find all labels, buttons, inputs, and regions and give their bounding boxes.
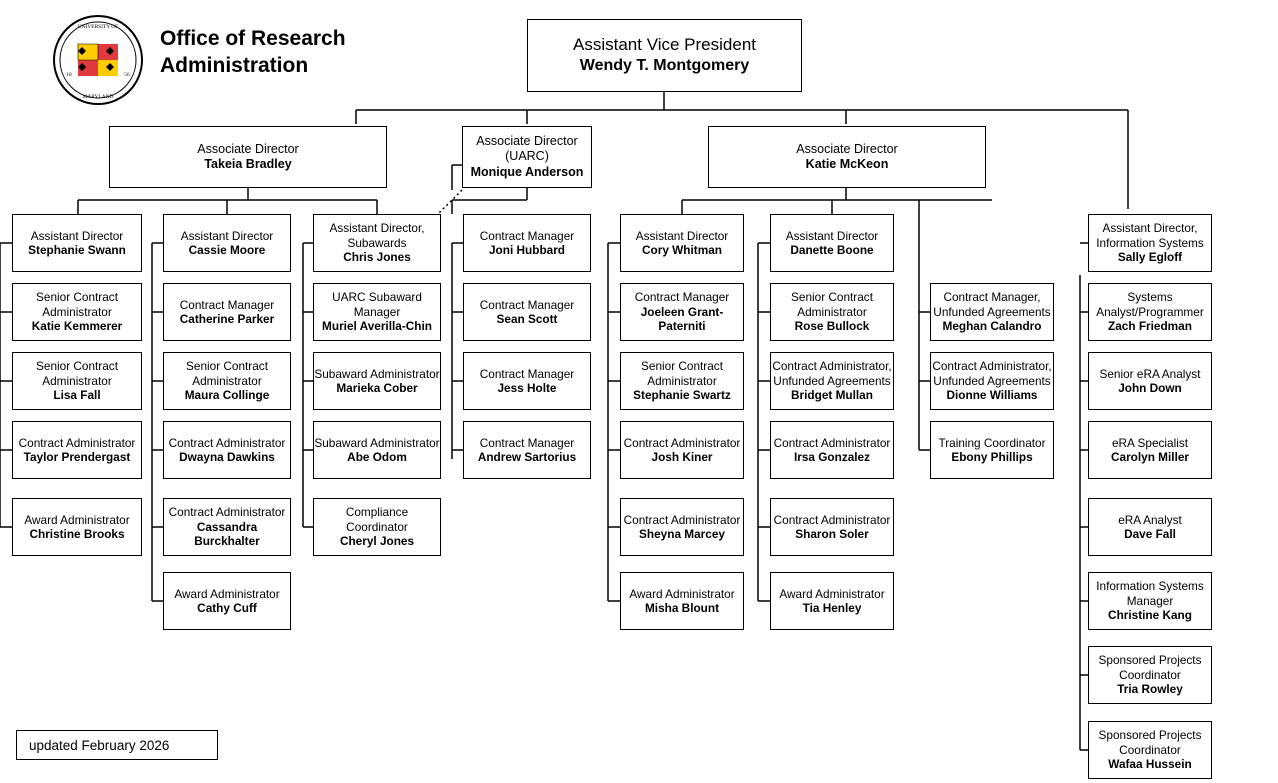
node-name: Katie McKeon: [805, 157, 889, 171]
page-title: [160, 26, 490, 80]
node-title-line-1: Assistant Director,: [329, 221, 425, 236]
node-name: Katie Kemmerer: [31, 319, 123, 334]
node-title-line-1: Senior Contract: [791, 290, 873, 305]
svg-text:56: 56: [124, 72, 130, 78]
node-title-line-2: Information Systems: [1096, 235, 1204, 250]
node-title-line-2: Manager: [353, 304, 401, 319]
node-title-line-2: Unfunded Agreements: [933, 373, 1051, 388]
node-assistant-director-swann[interactable]: [12, 214, 142, 272]
node-contract-manager-hubbard[interactable]: [463, 214, 591, 272]
svg-text:UNIVERSITY OF: UNIVERSITY OF: [77, 24, 119, 30]
node-title-line-2: Analyst/Programmer: [1096, 304, 1204, 319]
node-name: Sharon Soler: [795, 527, 869, 541]
node-name: Tria Rowley: [1117, 682, 1183, 697]
node-title-line-2: (UARC): [505, 149, 549, 164]
node-award-administrator-brooks[interactable]: [12, 498, 142, 556]
node-name: Muriel Averilla-Chin: [322, 319, 432, 334]
node-title: Contract Administrator: [168, 505, 286, 520]
node-era-analyst-fall[interactable]: [1088, 498, 1212, 556]
node-title: Contract Administrator: [623, 435, 741, 450]
node-title-line-1: Information Systems: [1096, 579, 1204, 594]
node-title: Award Administrator: [24, 512, 130, 527]
node-award-administrator-cuff[interactable]: [163, 572, 291, 630]
node-title-line-2: Subawards: [347, 235, 407, 250]
node-name: Christine Kang: [1108, 608, 1192, 623]
node-senior-contract-administrator-fall[interactable]: [12, 352, 142, 410]
node-assistant-director-boone[interactable]: [770, 214, 894, 272]
node-title: Contract Administrator: [18, 435, 136, 450]
node-name: Catherine Parker: [179, 312, 275, 326]
node-award-administrator-blount[interactable]: [620, 572, 744, 630]
node-era-specialist-miller[interactable]: [1088, 421, 1212, 479]
node-contract-manager-grant-paterniti[interactable]: [620, 283, 744, 341]
node-name: Andrew Sartorius: [477, 450, 577, 464]
node-title: Award Administrator: [174, 586, 280, 601]
node-title-line-2: Administrator: [42, 304, 112, 319]
node-name: Cheryl Jones: [339, 534, 415, 549]
node-name: Irsa Gonzalez: [793, 450, 871, 464]
node-associate-director-uarc-anderson[interactable]: [462, 126, 592, 188]
node-title-line-2: Administrator: [192, 373, 262, 388]
node-title: eRA Analyst: [1118, 512, 1182, 527]
node-contract-administrator-prendergast[interactable]: [12, 421, 142, 479]
node-name: Dave Fall: [1124, 527, 1176, 541]
node-senior-contract-administrator-kemmerer[interactable]: [12, 283, 142, 341]
node-sponsored-projects-coordinator-hussein[interactable]: [1088, 721, 1212, 779]
node-contract-manager-sartorius[interactable]: [463, 421, 591, 479]
node-assistant-director-information-systems-egloff[interactable]: [1088, 214, 1212, 272]
node-title-line-2: Coordinator: [1119, 667, 1181, 682]
node-title: Assistant Director: [180, 228, 274, 243]
node-senior-contract-administrator-swartz[interactable]: [620, 352, 744, 410]
node-name: Lisa Fall: [53, 388, 101, 403]
svg-text:18: 18: [66, 72, 72, 78]
node-title: Contract Manager: [479, 228, 575, 243]
node-name: Meghan Calandro: [942, 319, 1042, 334]
node-title: Assistant Director: [30, 228, 124, 243]
node-name: Sally Egloff: [1117, 250, 1183, 265]
node-name: Cory Whitman: [642, 243, 722, 257]
node-title: Assistant Director: [635, 228, 729, 243]
node-title: Training Coordinator: [938, 435, 1046, 450]
node-information-systems-manager-kang[interactable]: [1088, 572, 1212, 630]
node-name: Misha Blount: [644, 601, 720, 615]
node-title-line-2: Unfunded Agreements: [933, 304, 1051, 319]
node-name: Cathy Cuff: [197, 601, 257, 615]
node-title-line-2: Manager: [1126, 593, 1174, 608]
node-contract-manager-holte[interactable]: [463, 352, 591, 410]
node-name: Jess Holte: [497, 381, 557, 395]
page-title-line-1: Office of Research: [160, 27, 346, 50]
node-name: Carolyn Miller: [1110, 450, 1189, 464]
node-title: Subaward Administrator: [314, 366, 440, 381]
node-subaward-administrator-odom[interactable]: [313, 421, 441, 479]
node-title-line-1: UARC Subaward: [332, 290, 422, 305]
node-name: Sean Scott: [496, 312, 558, 326]
node-title: Contract Manager: [179, 297, 275, 312]
node-title-line-2: Coordinator: [1119, 742, 1181, 757]
node-name: Bridget Mullan: [791, 388, 873, 403]
node-name: Josh Kiner: [651, 450, 713, 464]
node-name: Stephanie Swann: [28, 243, 126, 257]
node-name: Dionne Williams: [946, 388, 1038, 403]
university-seal-logo: [52, 14, 144, 106]
node-title: Assistant Vice President: [573, 35, 756, 55]
node-name: Cassandra Burckhalter: [194, 519, 260, 549]
node-title: Assistant Director: [785, 228, 879, 243]
node-title: Contract Administrator: [773, 512, 891, 527]
node-associate-director-bradley[interactable]: [109, 126, 387, 188]
node-title-line-1: Senior Contract: [641, 359, 723, 374]
node-name: Wafaa Hussein: [1108, 757, 1192, 772]
node-sponsored-projects-coordinator-rowley[interactable]: [1088, 646, 1212, 704]
node-contract-administrator-dawkins[interactable]: [163, 421, 291, 479]
node-name: Dwayna Dawkins: [179, 450, 275, 464]
node-title: Contract Administrator: [623, 512, 741, 527]
node-senior-contract-administrator-collinge[interactable]: [163, 352, 291, 410]
node-title: Contract Administrator: [168, 435, 286, 450]
node-title-line-1: Contract Manager,: [943, 290, 1041, 305]
node-contract-manager-unfunded-calandro[interactable]: [930, 283, 1054, 341]
node-contract-administrator-burckhalter[interactable]: [163, 498, 291, 556]
node-name: Zach Friedman: [1108, 319, 1192, 334]
node-contract-administrator-soler[interactable]: [770, 498, 894, 556]
node-title-line-2: Administrator: [42, 373, 112, 388]
node-title-line-1: Assistant Director,: [1102, 221, 1198, 236]
node-title-line-1: Senior Contract: [36, 290, 118, 305]
node-assistant-director-moore[interactable]: [163, 214, 291, 272]
node-title: eRA Specialist: [1111, 435, 1189, 450]
node-title: Award Administrator: [779, 586, 885, 601]
node-assistant-director-subawards-jones[interactable]: [313, 214, 441, 272]
node-title: Contract Administrator: [773, 435, 891, 450]
node-title-line-1: Contract Administrator,: [772, 359, 892, 374]
node-title-line-1: Sponsored Projects: [1098, 653, 1202, 668]
node-title-line-2: Administrator: [797, 304, 867, 319]
node-name: Monique Anderson: [470, 164, 584, 179]
node-assistant-vice-president[interactable]: [527, 19, 802, 92]
node-name: Abe Odom: [347, 450, 407, 464]
node-name: Sheyna Marcey: [639, 527, 725, 541]
node-name: John Down: [1118, 381, 1182, 395]
node-title: Associate Director: [796, 141, 898, 156]
node-title: Contract Manager: [479, 435, 575, 450]
node-training-coordinator-phillips[interactable]: [930, 421, 1054, 479]
updated-date-label: updated February 2026: [29, 737, 170, 753]
node-name: Takeia Bradley: [204, 157, 292, 171]
node-senior-era-analyst-down[interactable]: [1088, 352, 1212, 410]
node-systems-analyst-programmer-friedman[interactable]: [1088, 283, 1212, 341]
node-contract-administrator-unfunded-mullan[interactable]: [770, 352, 894, 410]
node-title-line-1: Sponsored Projects: [1098, 728, 1202, 743]
node-name: Marieka Cober: [336, 381, 418, 395]
node-name: Rose Bullock: [794, 319, 870, 334]
node-associate-director-mckeon[interactable]: [708, 126, 986, 188]
node-name: Tia Henley: [802, 601, 862, 615]
page-title-line-2: Administration: [160, 53, 309, 77]
updated-date-box: [16, 730, 218, 760]
node-name: Taylor Prendergast: [23, 450, 131, 464]
node-name: Ebony Phillips: [951, 450, 1033, 464]
node-contract-administrator-kiner[interactable]: [620, 421, 744, 479]
node-title-line-1: Systems: [1127, 290, 1173, 305]
svg-text:MARYLAND: MARYLAND: [82, 94, 114, 100]
node-title: Compliance Coordinator: [345, 505, 409, 534]
node-title: Award Administrator: [629, 586, 735, 601]
node-contract-administrator-unfunded-williams[interactable]: [930, 352, 1054, 410]
node-title-line-1: Associate Director: [476, 134, 578, 149]
node-subaward-administrator-cober[interactable]: [313, 352, 441, 410]
node-senior-contract-administrator-bullock[interactable]: [770, 283, 894, 341]
node-title-line-1: Senior Contract: [186, 359, 268, 374]
node-contract-manager-parker[interactable]: [163, 283, 291, 341]
node-title-line-2: Unfunded Agreements: [773, 373, 891, 388]
node-contract-administrator-gonzalez[interactable]: [770, 421, 894, 479]
node-title: Senior eRA Analyst: [1099, 366, 1201, 381]
node-name: Maura Collinge: [184, 388, 270, 403]
node-title-line-1: Senior Contract: [36, 359, 118, 374]
node-name: Cassie Moore: [188, 243, 266, 257]
node-contract-administrator-marcey[interactable]: [620, 498, 744, 556]
node-title-line-2: Administrator: [647, 373, 717, 388]
node-contract-manager-scott[interactable]: [463, 283, 591, 341]
node-title-line-1: Contract Administrator,: [932, 359, 1052, 374]
node-title: Associate Director: [197, 141, 299, 156]
node-name: Stephanie Swartz: [633, 388, 731, 403]
node-uarc-subaward-manager-averilla-chin[interactable]: [313, 283, 441, 341]
node-name: Joeleen Grant-Paterniti: [640, 304, 724, 334]
node-name: Danette Boone: [790, 243, 874, 257]
node-assistant-director-whitman[interactable]: [620, 214, 744, 272]
node-title: Contract Manager: [634, 290, 730, 305]
node-title: Contract Manager: [479, 366, 575, 381]
node-award-administrator-henley[interactable]: [770, 572, 894, 630]
node-compliance-coordinator-jones[interactable]: [313, 498, 441, 556]
node-name: Joni Hubbard: [488, 243, 566, 257]
node-title: Subaward Administrator: [314, 435, 440, 450]
node-name: Chris Jones: [343, 250, 411, 265]
node-name: Wendy T. Montgomery: [579, 57, 750, 75]
node-title: Contract Manager: [479, 297, 575, 312]
node-name: Christine Brooks: [29, 527, 125, 541]
